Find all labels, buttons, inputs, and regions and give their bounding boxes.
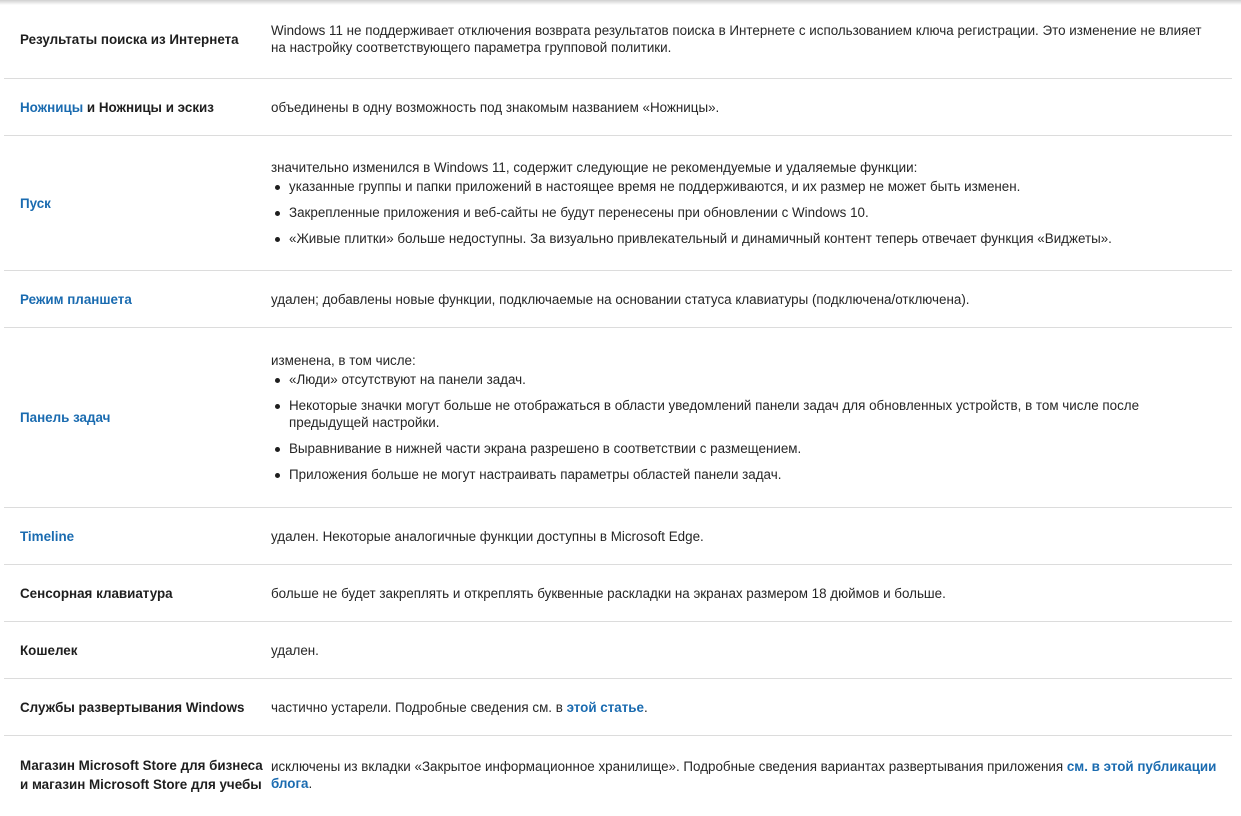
- feature-name: [4, 290, 271, 309]
- table-row: [4, 328, 1232, 508]
- feature-name-link[interactable]: Режим планшета: [20, 291, 132, 307]
- table-row: [4, 508, 1232, 565]
- feature-name: [4, 194, 271, 213]
- table-row: [4, 0, 1232, 79]
- description-intro: изменена, в том числе:: [271, 353, 416, 368]
- feature-description: удален. Некоторые аналогичные функции доступны в Microsoft Edge.: [271, 528, 704, 544]
- description-intro: значительно изменился в Windows 11, содержит следующие не рекомендуемые и удаляемые функции:: [271, 160, 918, 175]
- feature-name: [4, 527, 271, 546]
- bullet-item: Закрепленные приложения и веб-сайты не будут перенесены при обновлении с Windows 10.: [271, 204, 1218, 221]
- feature-description: объединены в одну возможность под знакомым названием «Ножницы».: [271, 99, 720, 115]
- bullet-item: Выравнивание в нижней части экрана разрешено в соответствии с размещением.: [271, 440, 1218, 457]
- table-row: [4, 679, 1232, 736]
- feature-description: [271, 758, 1232, 792]
- feature-name-link[interactable]: Timeline: [20, 528, 75, 544]
- feature-description: [271, 159, 1232, 247]
- feature-name: Результаты поиска из Интернета: [20, 31, 239, 47]
- bullet-list: [271, 371, 1218, 483]
- bullet-item: Некоторые значки могут больше не отображаться в области уведомлений панели задач для обновленных устройств, в том числе после предыдущей настройки.: [271, 397, 1218, 431]
- feature-description: удален; добавлены новые функции, подключаемые на основании статуса клавиатуры (подключена/отключена).: [271, 291, 970, 307]
- description-text: исключены из вкладки «Закрытое информационное хранилище». Подробные сведения вариантах развертывания приложения: [271, 758, 1067, 774]
- feature-description: [271, 699, 1232, 716]
- bullet-item: Приложения больше не могут настраивать параметры областей панели задач.: [271, 466, 1218, 483]
- deprecated-features-table: [4, 0, 1232, 813]
- feature-name-link[interactable]: Панель задач: [20, 410, 111, 425]
- bullet-item: «Люди» отсутствуют на панели задач.: [271, 371, 1218, 388]
- table-row: [4, 565, 1232, 622]
- description-end: .: [308, 775, 313, 791]
- feature-name-text: и Ножницы и эскиз: [83, 99, 214, 115]
- feature-name: [4, 408, 271, 427]
- feature-name: Службы развертывания Windows: [20, 699, 245, 715]
- bullet-item: «Живые плитки» больше недоступны. За визуально привлекательный и динамичный контент теперь отвечает функция «Виджеты».: [271, 230, 1218, 247]
- feature-description: больше не будет закреплять и откреплять буквенные раскладки на экранах размером 18 дюймов и больше.: [271, 585, 946, 601]
- feature-name: Кошелек: [20, 642, 78, 658]
- feature-name: [4, 98, 271, 117]
- description-text: частично устарели. Подробные сведения см. в: [271, 699, 567, 715]
- description-end: .: [643, 699, 648, 715]
- feature-name-link[interactable]: Пуск: [20, 195, 51, 211]
- feature-name: Магазин Microsoft Store для бизнеса и магазин Microsoft Store для учебы: [20, 757, 263, 792]
- blog-post-link[interactable]: см. в этой публикации блога: [271, 758, 1217, 791]
- table-row: [4, 136, 1232, 271]
- article-link[interactable]: этой статье: [566, 699, 644, 715]
- bullet-item: указанные группы и папки приложений в настоящее время не поддерживаются, и их размер не может быть изменен.: [271, 178, 1218, 195]
- feature-name-link[interactable]: Ножницы: [20, 99, 84, 115]
- table-row: [4, 79, 1232, 136]
- feature-description: удален.: [271, 642, 319, 658]
- bullet-list: [271, 178, 1218, 247]
- table-row: [4, 622, 1232, 679]
- feature-name: Сенсорная клавиатура: [20, 585, 173, 601]
- feature-description: [271, 352, 1232, 483]
- feature-description: Windows 11 не поддерживает отключения возврата результатов поиска в Интернете с использованием ключа регистрации. Это изменение не влияет на настройку соответствующего параметра групповой политики.: [271, 23, 1202, 55]
- table-row: [4, 271, 1232, 328]
- table-row: [4, 736, 1232, 813]
